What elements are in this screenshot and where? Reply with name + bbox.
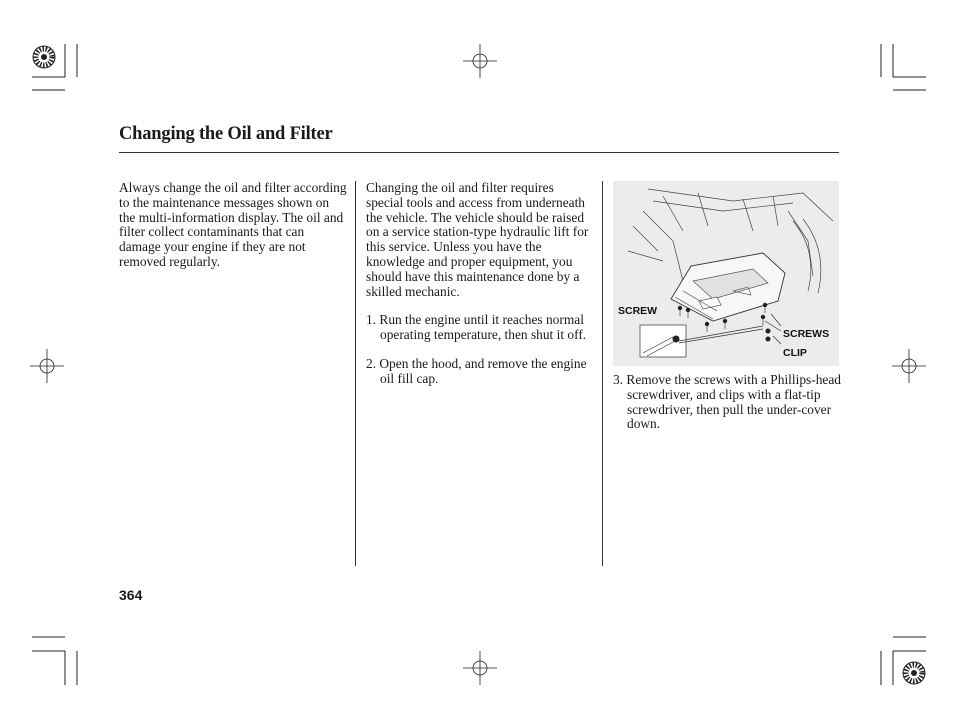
step-1: 1. Run the engine until it reaches normal operating temperature, then shut it off. bbox=[366, 312, 587, 343]
registration-starburst-bottom-right bbox=[903, 662, 925, 684]
under-cover-illustration bbox=[613, 181, 839, 366]
page-title: Changing the Oil and Filter bbox=[119, 124, 333, 144]
registration-crosshair-top bbox=[463, 44, 497, 78]
registration-starburst-top-left bbox=[33, 46, 55, 68]
intro-paragraph: Always change the oil and filter according to the maintenance messages shown on the multi-information display. The oil and filter collect contaminants that can damage your engine if they are not removed regularly. bbox=[119, 180, 347, 269]
label-screws: SCREWS bbox=[783, 328, 830, 340]
registration-crosshair-right bbox=[892, 349, 926, 383]
step-2: 2. Open the hood, and remove the engine oil fill cap. bbox=[366, 355, 587, 386]
label-clip: CLIP bbox=[783, 347, 807, 359]
page-number: 364 bbox=[119, 587, 143, 603]
column-divider-1 bbox=[355, 181, 356, 566]
step-3: 3. Remove the screws with a Phillips-head screwdriver, and clips with a flat-tip screwdriver, then pull the under-cover down. bbox=[613, 372, 841, 432]
title-rule bbox=[119, 152, 839, 153]
column-divider-2 bbox=[602, 181, 603, 566]
registration-crosshair-bottom bbox=[463, 651, 497, 685]
column-3 bbox=[613, 373, 841, 432]
column-1 bbox=[119, 181, 347, 270]
lift-paragraph: Changing the oil and filter requires special tools and access from underneath the vehicle. The vehicle should be raised on a service station-type hydraulic lift for this service. Unless you have the knowledge and proper equipment, you should have this maintenance done by a skilled mechanic. bbox=[366, 180, 589, 299]
registration-crosshair-left bbox=[30, 349, 64, 383]
column-2 bbox=[366, 181, 592, 387]
label-screw: SCREW bbox=[618, 305, 658, 317]
